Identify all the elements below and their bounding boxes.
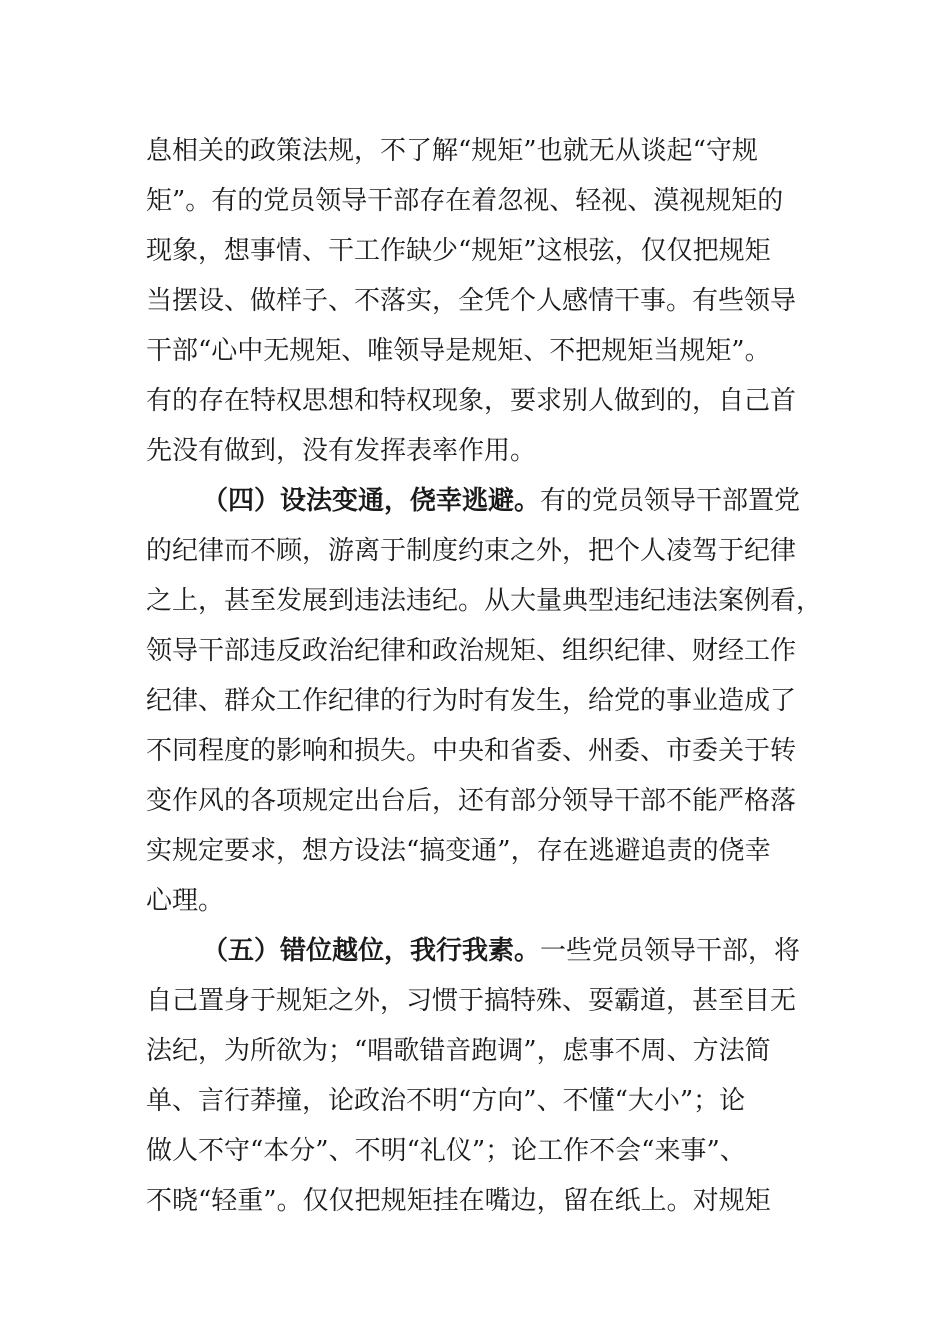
paragraph-line: 纪律、群众工作纪律的行为时有发生，给党的事业造成了 [146,686,797,716]
paragraph-line: 的纪律而不顾，游离于制度约束之外，把个人凌驾于纪律 [146,536,797,566]
paragraph-line: 有的存在特权思想和特权现象，要求别人做到的，自己首 [146,386,797,416]
paragraph-line: 矩”。有的党员领导干部存在着忽视、轻视、漠视规矩的 [146,186,784,216]
paragraph-line: 之上，甚至发展到违法违纪。从大量典型违纪违法案例看， [146,586,823,616]
section-4-heading: （四）设法变通，侥幸逃避。 [202,486,541,516]
section-5-heading: （五）错位越位，我行我素。 [202,936,541,966]
section-5-first-line [146,926,806,976]
paragraph-line: 自己置身于规矩之外，习惯于搞特殊、耍霸道，甚至目无 [146,986,797,1016]
section-4-first-line-text: 有的党员领导干部置党 [540,486,801,516]
paragraph-line: 先没有做到，没有发挥表率作用。 [146,436,537,466]
paragraph-line: 干部“心中无规矩、唯领导是规矩、不把规矩当规矩”。 [146,336,771,366]
paragraph-line: 心理。 [146,886,225,916]
section-4-first-line [146,476,806,526]
paragraph-line: 法纪，为所欲为；“唱歌错音跑调”，虑事不周、方法简 [146,1036,771,1066]
paragraph-line: 不同程度的影响和损失。中央和省委、州委、市委关于转 [146,736,797,766]
document-body [146,126,823,1226]
paragraph-line: 做人不守“本分”、不明“礼仪”；论工作不会“来事”、 [146,1136,746,1166]
paragraph-line: 领导干部违反政治纪律和政治规矩、组织纪律、财经工作 [146,636,797,666]
paragraph-line: 息相关的政策法规，不了解“规矩”也就无从谈起“守规 [146,136,758,166]
paragraph-line: 单、言行莽撞，论政治不明“方向”、不懂“大小”；论 [146,1086,746,1116]
paragraph-line: 实规定要求，想方设法“搞变通”，存在逃避追责的侥幸 [146,836,771,866]
paragraph-line: 当摆设、做样子、不落实，全凭个人感情干事。有些领导 [146,286,797,316]
paragraph-line: 不晓“轻重”。仅仅把规矩挂在嘴边，留在纸上。对规矩 [146,1186,771,1216]
paragraph-line: 变作风的各项规定出台后，还有部分领导干部不能严格落 [146,786,797,816]
paragraph-line: 现象，想事情、干工作缺少“规矩”这根弦，仅仅把规矩 [146,236,771,266]
section-5-first-line-text: 一些党员领导干部，将 [540,936,801,966]
